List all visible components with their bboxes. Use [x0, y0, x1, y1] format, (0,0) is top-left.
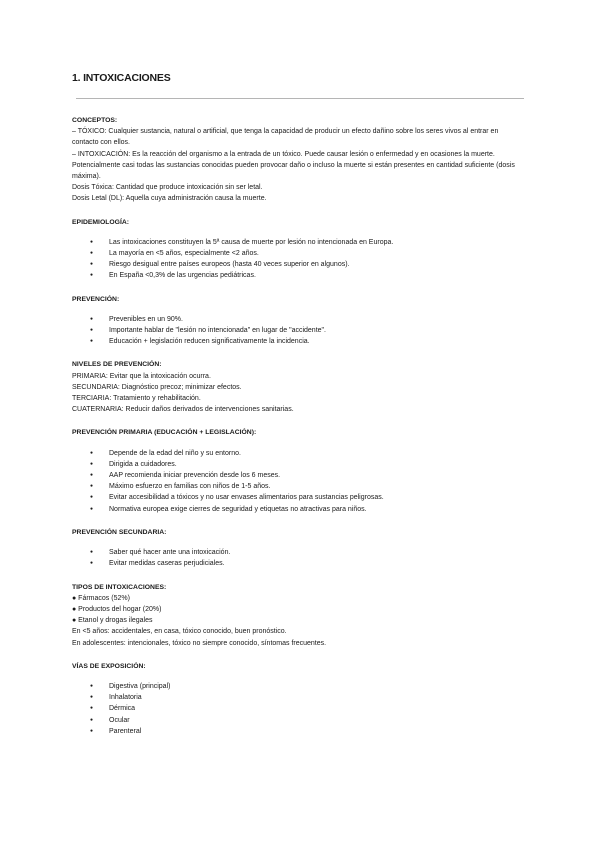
list-item: ● Dirigida a cuidadores. — [72, 459, 524, 470]
paragraph: CUATERNARIA: Reducir daños derivados de intervenciones sanitarias. — [72, 406, 294, 414]
section-niveles — [72, 359, 524, 415]
bullet-list — [72, 314, 524, 348]
bullet-list — [72, 448, 524, 515]
section-vias — [72, 661, 524, 737]
paragraph: Potencialmente casi todas las sustancias conocidas pueden provocar daño o incluso la muerte si están presentes en cantidad suficiente (dosis máxima). — [72, 161, 515, 181]
bullet-list — [72, 547, 524, 569]
list-item: ● En España <0,3% de las urgencias pediátricas. — [72, 270, 524, 281]
section-heading: NIVELES DE PREVENCIÓN: — [72, 361, 162, 369]
paragraph: ● Etanol y drogas ilegales — [72, 617, 153, 625]
paragraph: Dosis Letal (DL): Aquella cuya administración causa la muerte. — [72, 195, 267, 203]
list-item: ● Las intoxicaciones constituyen la 5ª causa de muerte por lesión no intencionada en Europa. — [72, 237, 524, 248]
list-item: ● AAP recomienda iniciar prevención desde los 6 meses. — [72, 470, 524, 481]
paragraph: PRIMARIA: Evitar que la intoxicación ocurra. — [72, 372, 211, 380]
paragraph: TERCIARIA: Tratamiento y rehabilitación. — [72, 395, 201, 403]
paragraph: ● Productos del hogar (20%) — [72, 605, 162, 613]
section-heading: EPIDEMIOLOGÍA: — [72, 218, 130, 226]
list-item: ● Prevenibles en un 90%. — [72, 314, 524, 325]
section-heading: TIPOS DE INTOXICACIONES: — [72, 583, 167, 591]
section-prevencion-secundaria — [72, 527, 524, 570]
list-item: ● Inhalatoria — [72, 692, 524, 703]
section-heading: PREVENCIÓN SECUNDARIA: — [72, 528, 167, 536]
paragraph: – INTOXICACIÓN: Es la reacción del organismo a la entrada de un tóxico. Puede causar lesión o enfermedad y en ocasiones la muerte. — [72, 150, 495, 158]
title-divider — [76, 98, 524, 99]
list-item: ● Parenteral — [72, 726, 524, 737]
section-prevencion-primaria — [72, 427, 524, 514]
list-item: ● Digestiva (principal) — [72, 681, 524, 692]
section-tipos — [72, 582, 524, 649]
paragraph: En adolescentes: intencionales, tóxico no siempre conocido, síntomas frecuentes. — [72, 639, 327, 647]
section-heading: PREVENCIÓN PRIMARIA (EDUCACIÓN + LEGISLACIÓN): — [72, 429, 257, 437]
section-heading: VÍAS DE EXPOSICIÓN: — [72, 662, 146, 670]
list-item: ● Evitar accesibilidad a tóxicos y no usar envases alimentarios para sustancias peligrosas. — [72, 492, 524, 503]
list-item: ● Saber qué hacer ante una intoxicación. — [72, 547, 524, 558]
section-heading: PREVENCIÓN: — [72, 295, 120, 303]
list-item: ● La mayoría en <5 años, especialmente <2 años. — [72, 248, 524, 259]
section-conceptos — [72, 115, 524, 205]
paragraph: – TÓXICO: Cualquier sustancia, natural o artificial, que tenga la capacidad de producir un efecto dañino sobre los seres vivos al entrar en contacto con ellos. — [72, 128, 499, 147]
section-epidemiologia — [72, 217, 524, 282]
list-item: ● Máximo esfuerzo en familias con niños de 1-5 años. — [72, 481, 524, 492]
list-item: ● Depende de la edad del niño y su entorno. — [72, 448, 524, 459]
list-item: ● Evitar medidas caseras perjudiciales. — [72, 558, 524, 569]
section-prevencion — [72, 294, 524, 348]
section-heading: CONCEPTOS: — [72, 117, 118, 124]
list-item: ● Ocular — [72, 715, 524, 726]
list-item: ● Riesgo desigual entre países europeos (hasta 40 veces superior en algunos). — [72, 259, 524, 270]
bullet-list — [72, 237, 524, 282]
list-item: ● Educación + legislación reducen significativamente la incidencia. — [72, 336, 524, 347]
bullet-list — [72, 681, 524, 737]
paragraph: Dosis Tóxica: Cantidad que produce intoxicación sin ser letal. — [72, 184, 263, 192]
paragraph: SECUNDARIA: Diagnóstico precoz; minimizar efectos. — [72, 383, 242, 391]
page-title: 1. INTOXICACIONES — [72, 72, 171, 84]
list-item: ● Importante hablar de "lesión no intencionada" en lugar de "accidente". — [72, 325, 524, 336]
paragraph: ● Fármacos (52%) — [72, 594, 130, 602]
paragraph: En <5 años: accidentales, en casa, tóxico conocido, buen pronóstico. — [72, 628, 287, 636]
document-body — [72, 115, 524, 737]
list-item: ● Dérmica — [72, 703, 524, 714]
list-item: ● Normativa europea exige cierres de seguridad y etiquetas no atractivas para niños. — [72, 504, 524, 515]
